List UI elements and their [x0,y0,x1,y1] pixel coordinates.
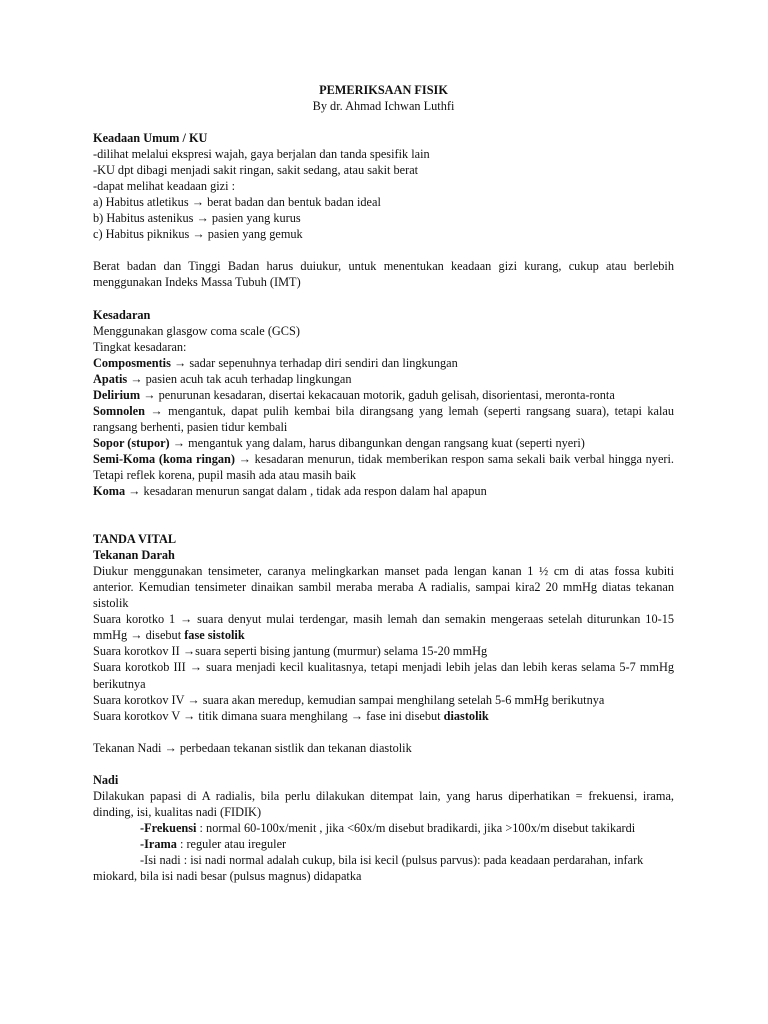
nadi-term: -Frekuensi [140,820,197,835]
kesadaran-desc: → mengantuk yang dalam, harus dibangunkan dengan rangsang kuat (seperti nyeri) [169,435,585,450]
kesadaran-term: Koma [93,484,126,499]
bmi-paragraph: Berat badan dan Tinggi Badan harus duiukur, untuk menentukan keadaan gizi kurang, cukup atau berlebih menggunakan Indeks Massa Tubuh (IMT) [93,259,674,290]
heading-nadi: Nadi [93,772,119,787]
nadi-irama [93,836,674,852]
nadi-isi-continued: miokard, bila isi nadi besar (pulsus magnus) didapatka [93,868,362,883]
ku-line: -KU dpt dibagi menjadi sakit ringan, sakit sedang, atau sakit berat [93,163,419,178]
ku-line: -dapat melihat keadaan gizi : [93,179,236,194]
nadi-desc: : reguler atau ireguler [176,836,287,851]
kesadaran-desc: → kesadaran menurun sangat dalam , tidak ada respon dalam hal apapun [125,484,487,499]
kesadaran-line: Tingkat kesadaran: [93,339,187,354]
korotkov-bold: diastolik [443,708,489,723]
nadi-paragraph: Dilakukan papasi di A radialis, bila perlu dilakukan ditempat lain, yang harus diperhatikan = frekuensi, irama, dinding, isi, kualitas nadi (FIDIK) [93,788,674,819]
korotkov-line: Suara korotkov II →suara seperti bising jantung (murmur) selama 15-20 mmHg [93,644,488,659]
kesadaran-term: Composmentis [93,355,171,370]
korotkov-bold: fase sistolik [184,628,245,643]
korotkov-line: Suara korotkov IV → suara akan meredup, kemudian sampai menghilang setelah 5-6 mmHg berikutnya [93,692,605,707]
heading-keadaan-umum: Keadaan Umum / KU [93,131,208,146]
kesadaran-term: Sopor (stupor) [93,435,170,450]
tekanan-nadi-line: Tekanan Nadi → perbedaan tekanan sistlik dan tekanan diastolik [93,740,412,755]
nadi-desc: : normal 60-100x/menit , jika <60x/m disebut bradikardi, jika >100x/m disebut takikardi [196,820,636,835]
ku-line: b) Habitus astenikus → pasien yang kurus [93,211,301,226]
korotkov-line [93,708,674,724]
kesadaran-desc: → kesadaran menurun, tidak memberikan respon sama sekali baik verbal hingga nyeri. Tetapi reflek korena, pupil masih ada atau masih baik [93,451,674,482]
kesadaran-term: Semi-Koma (koma ringan) [93,451,235,466]
kesadaran-desc: → pasien acuh tak acuh terhadap lingkungan [127,371,352,386]
tekanan-darah-paragraph: Diukur menggunakan tensimeter, caranya melingkarkan manset pada lengan kanan 1 ½ cm di atas fossa kubiti anterior. Kemudian tensimeter dinaikan sambil meraba meraba A radialis, sampai kira2 20 mmHg diatas tekanan sistolik [93,564,674,611]
heading-tanda-vital: TANDA VITAL [93,532,177,547]
kesadaran-desc: → mengantuk, dapat pulih kembai bila dirangsang yang lemah (seperti rangsang suara), tetapi kalau rangsang berhenti, pasien tidur kembali [93,403,674,434]
nadi-frekuensi [93,820,674,836]
kesadaran-item [93,483,674,499]
kesadaran-item [93,451,674,483]
kesadaran-item [93,403,674,435]
kesadaran-item [93,435,674,451]
heading-tekanan-darah: Tekanan Darah [93,548,175,563]
ku-line: -dilihat melalui ekspresi wajah, gaya berjalan dan tanda spesifik lain [93,147,430,162]
document-body [93,82,674,884]
korotkov-text: Suara korotkov V → titik dimana suara menghilang → fase ini disebut [93,708,444,723]
korotkov-line: Suara korotkob III → suara menjadi kecil kualitasnya, tetapi menjadi lebih jelas dan lebih keras selama 5-7 mmHg berikutnya [93,660,674,691]
document-title: PEMERIKSAAN FISIK [319,83,448,97]
heading-kesadaran: Kesadaran [93,307,151,322]
kesadaran-term: Delirium [93,387,141,402]
korotkov-line [93,611,674,643]
korotkov-text: Suara korotko 1 → suara denyut mulai terdengar, masih lemah dan semakin mengeraas setelah diturunkan 10-15 mmHg → disebut [93,612,674,643]
nadi-isi: -Isi nadi : isi nadi normal adalah cukup, bila isi kecil (pulsus parvus): pada keadaan perdarahan, infark [140,852,644,867]
ku-line: a) Habitus atletikus → berat badan dan bentuk badan ideal [93,195,381,210]
kesadaran-item [93,355,674,371]
kesadaran-term: Apatis [93,371,128,386]
kesadaran-line: Menggunakan glasgow coma scale (GCS) [93,323,300,338]
kesadaran-desc: → sadar sepenuhnya terhadap diri sendiri dan lingkungan [170,355,458,370]
kesadaran-item [93,387,674,403]
document-author: By dr. Ahmad Ichwan Luthfi [312,99,455,114]
kesadaran-item [93,371,674,387]
nadi-term: -Irama [140,836,177,851]
kesadaran-term: Somnolen [93,403,145,418]
kesadaran-desc: → penurunan kesadaran, disertai kekacauan motorik, gaduh gelisah, disorientasi, meronta-ronta [140,387,615,402]
ku-line: c) Habitus piknikus → pasien yang gemuk [93,227,303,242]
